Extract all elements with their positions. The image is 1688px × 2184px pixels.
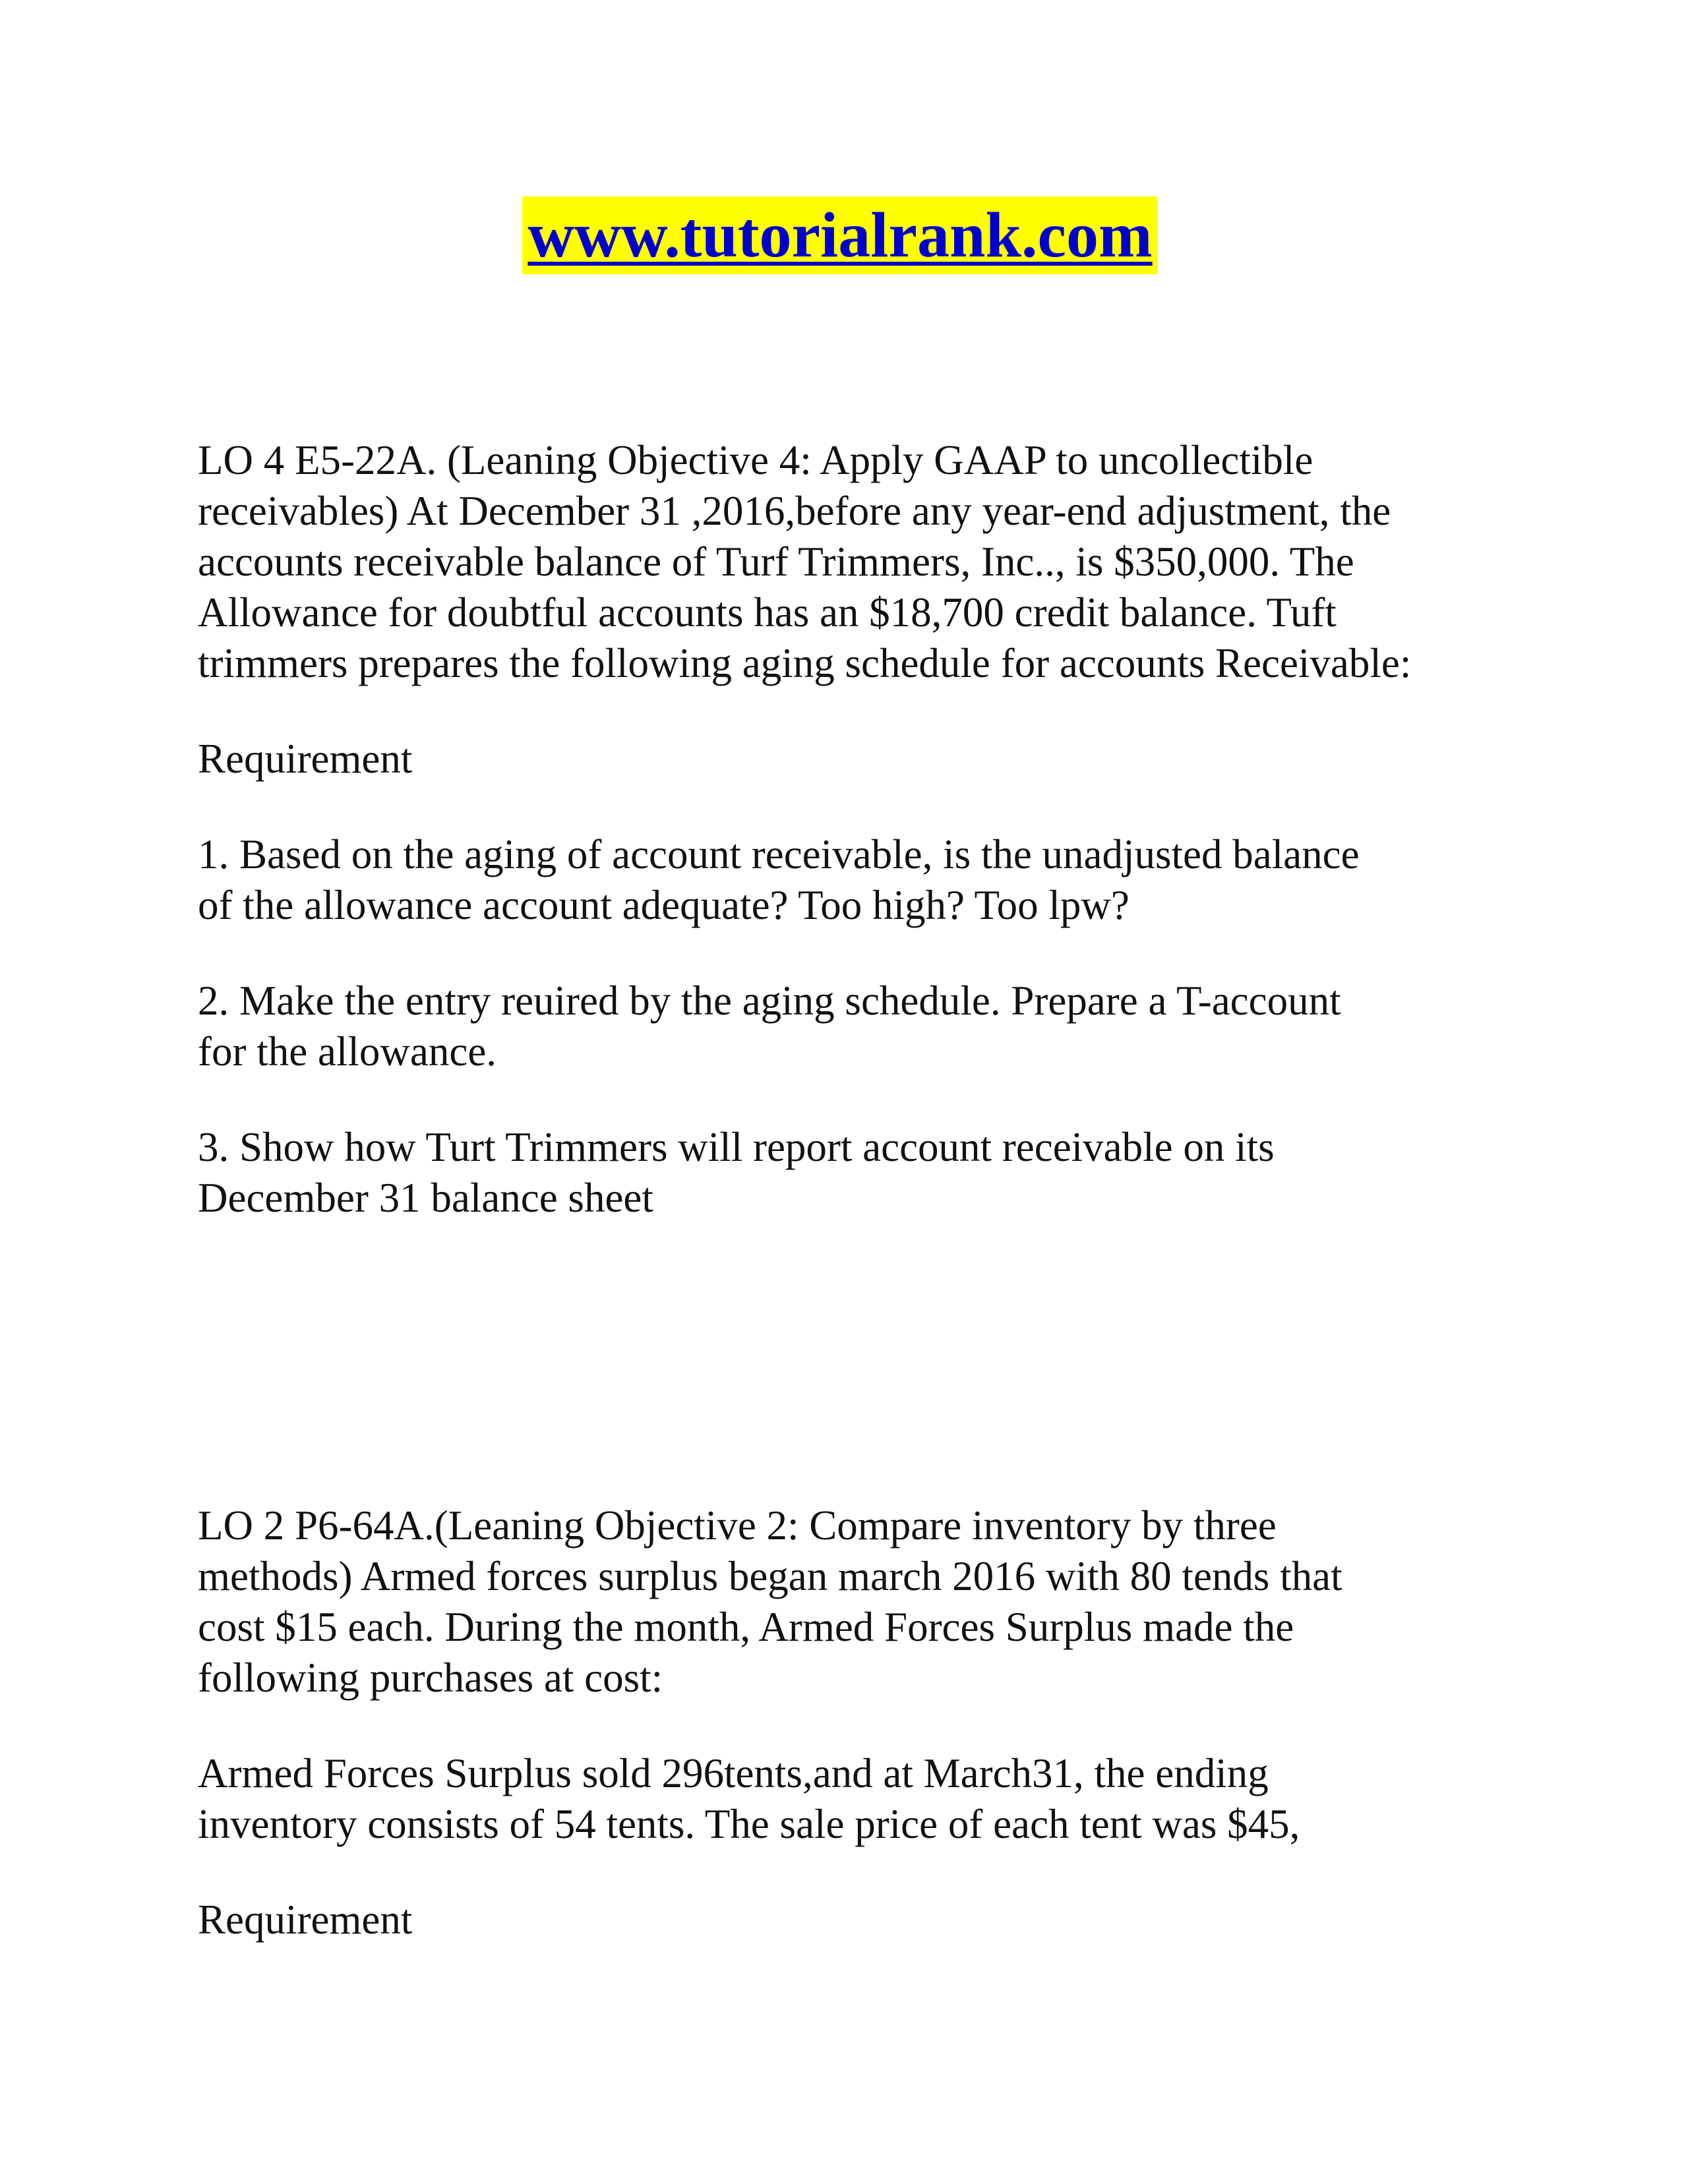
section-2-sales-text: Armed Forces Surplus sold 296tents,and at March31, the ending inventory consists of 54 tents. The sale price of each tent was $45, xyxy=(198,1750,1300,1847)
section-2-intro: LO 2 P6-64A.(Leaning Objective 2: Compare inventory by three methods) Armed forces surplus began march 2016 with 80 tends that cost $15 each. During the month, Armed Forces Surplus made the following purchases at cost: xyxy=(198,1502,1342,1701)
section-2 xyxy=(198,1500,1517,1945)
section-1-requirement-heading: Requirement xyxy=(198,736,413,782)
document-body xyxy=(198,435,1517,1945)
header xyxy=(0,196,1688,274)
section-1 xyxy=(198,435,1517,1224)
site-link[interactable]: www.tutorialrank.com xyxy=(522,196,1157,274)
section-1-requirement-1: 1. Based on the aging of account receivable, is the unadjusted balance of the allowance account adequate? Too high? Too lpw? xyxy=(198,831,1360,928)
section-1-intro: LO 4 E5-22A. (Leaning Objective 4: Apply GAAP to uncollectible receivables) At December 31 ,2016,before any year-end adjustment, the accounts receivable balance of Turf Trimmers, Inc.., is $350,000. The Allowance for doubtful accounts has an $18,700 credit balance. Tuft trimmers prepares the following aging schedule for accounts Receivable: xyxy=(198,437,1412,686)
section-1-requirement-2: 2. Make the entry reuired by the aging schedule. Prepare a T-account for the allowance. xyxy=(198,978,1341,1075)
section-1-requirement-3: 3. Show how Turt Trimmers will report account receivable on its December 31 balance sheet xyxy=(198,1124,1275,1221)
section-2-requirement-heading: Requirement xyxy=(198,1897,413,1943)
